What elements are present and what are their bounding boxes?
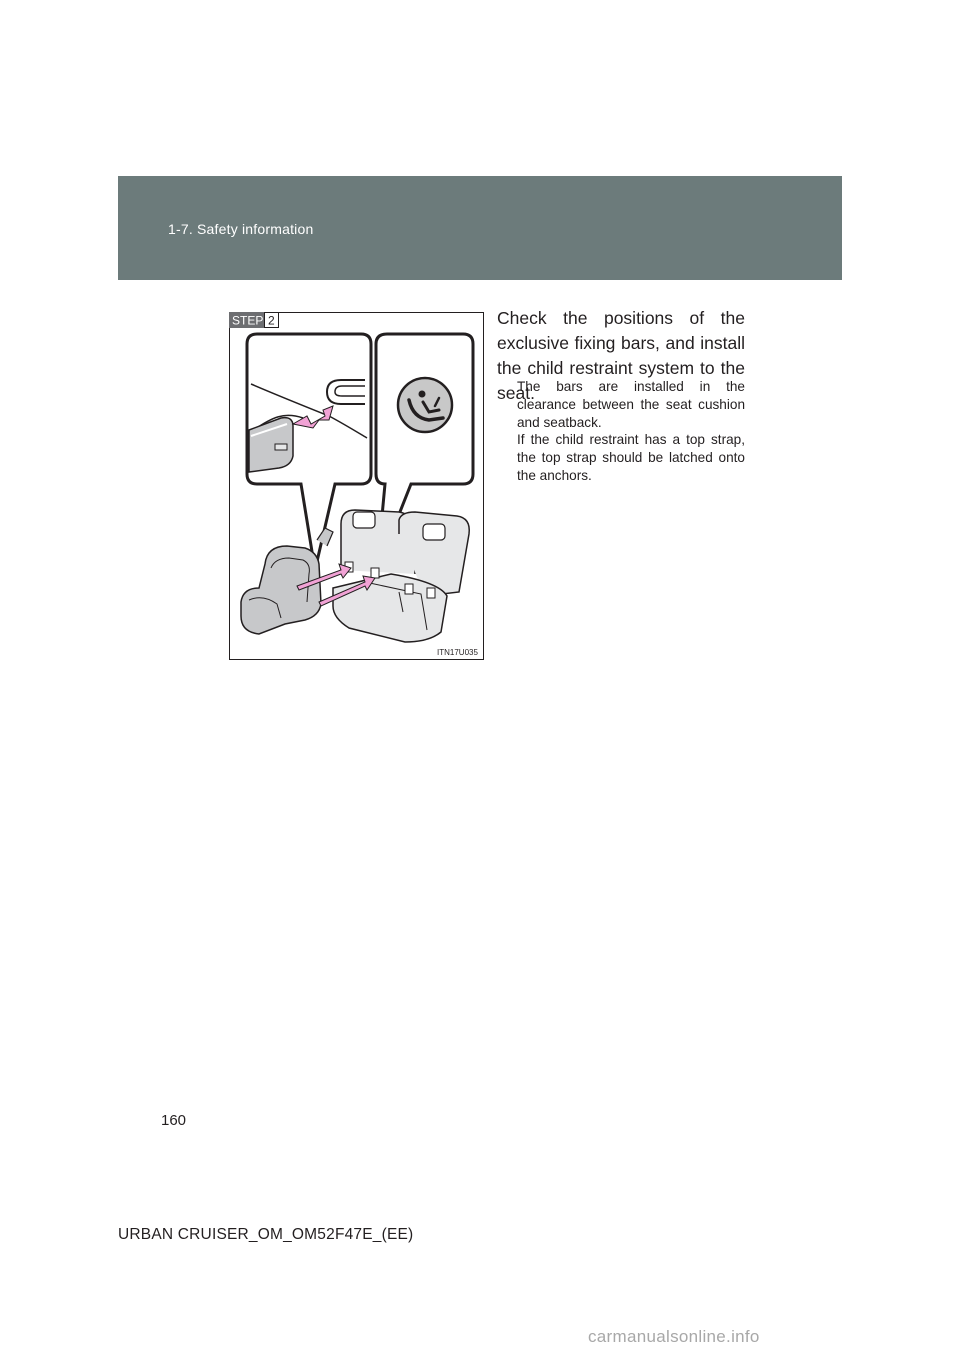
step-badge — [229, 312, 279, 328]
isofix-install-illustration — [229, 312, 484, 660]
section-title: 1-7. Safety information — [168, 221, 314, 237]
isofix-child-seat-icon — [398, 378, 452, 432]
step-label: STEP — [232, 313, 264, 328]
step-instruction: Check the positions of the exclusive fixing bars, and install the child restraint system to the seat. — [497, 308, 745, 403]
note-line-1: The bars are installed in the clearance between the seat cushion and seatback. — [517, 379, 745, 430]
watermark: carmanualsonline.info — [588, 1327, 760, 1346]
page-number: 160 — [161, 1112, 187, 1129]
figure-code: ITN17U035 — [437, 648, 478, 657]
document-code: URBAN CRUISER_OM_OM52F47E_(EE) — [118, 1226, 414, 1243]
step-number: 2 — [268, 313, 275, 328]
note-line-2: If the child restraint has a top strap, the top strap should be latched onto the anchors. — [517, 432, 745, 483]
step-note — [517, 378, 745, 485]
